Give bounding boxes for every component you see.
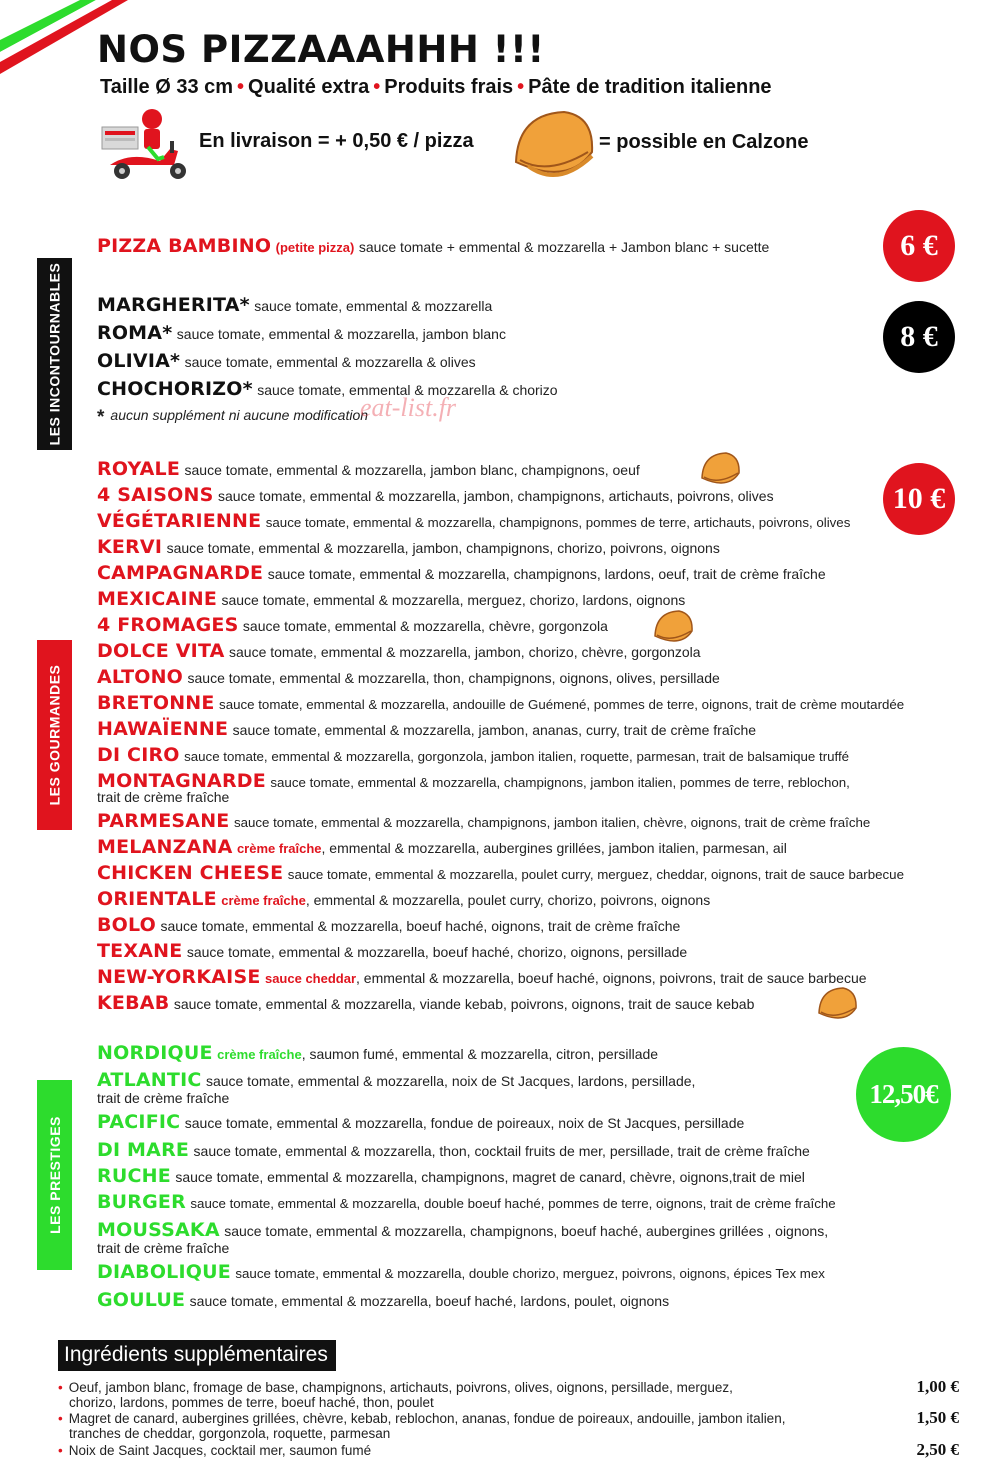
section-label-gourmandes: LES GOURMANDES	[37, 640, 72, 830]
pizza-item-bambino	[97, 235, 769, 257]
section-label-incontournables: LES INCONTOURNABLES	[37, 258, 72, 450]
pizza-item	[97, 836, 787, 858]
pizza-name: CHOCHORIZO*	[97, 378, 253, 400]
section-label-prestiges: LES PRESTIGES	[37, 1080, 72, 1270]
delivery-scooter-icon	[100, 103, 195, 183]
pizza-name: PARMESANE	[97, 810, 230, 832]
pizza-item	[97, 744, 849, 766]
pizza-desc-continued: trait de crème fraîche	[97, 1240, 230, 1256]
pizza-item	[97, 484, 774, 506]
pizza-name: OLIVIA*	[97, 350, 181, 372]
pizza-tag: crème fraîche	[221, 893, 306, 908]
price-badge-gourmandes: 10 €	[883, 463, 955, 535]
page-title: NOS PIZZAAAHHH !!!	[97, 28, 545, 71]
pizza-name: DIABOLIQUE	[97, 1261, 231, 1283]
pizza-item	[97, 810, 870, 832]
pizza-desc: sauce tomate, emmental & mozzarella, boeuf haché, oignons, trait de crème fraîche	[160, 918, 681, 934]
pizza-desc: sauce tomate, emmental & mozzarella, double chorizo, merguez, poivrons, oignons, épices Tex mex	[235, 1266, 825, 1281]
pizza-item	[97, 914, 680, 936]
pizza-item	[97, 692, 904, 714]
pizza-name: ROMA*	[97, 322, 173, 344]
pizza-item	[97, 1219, 828, 1241]
pizza-tag: crème fraîche	[217, 1047, 302, 1062]
pizza-desc: sauce tomate, emmental & mozzarella, noix de St Jacques, lardons, persillade,	[205, 1073, 696, 1089]
pizza-item	[97, 1111, 744, 1133]
extra-item: • Magret de canard, aubergines grillées, chèvre, kebab, reblochon, ananas, fondue de poireaux, andouille, jambon italien, tranches de cheddar, gorgonzola, roquette, parmesan	[58, 1411, 786, 1441]
pizza-name: MEXICAINE	[97, 588, 218, 610]
pizza-name: NEW-YORKAISE	[97, 966, 261, 988]
pizza-name: ROYALE	[97, 458, 181, 480]
pizza-name: MARGHERITA*	[97, 294, 250, 316]
pizza-item	[97, 1289, 669, 1311]
pizza-name: MONTAGNARDE	[97, 770, 266, 792]
pizza-desc: sauce tomate, emmental & mozzarella, boeuf haché, lardons, poulet, oignons	[189, 1293, 670, 1309]
pizza-name: DOLCE VITA	[97, 640, 225, 662]
pizza-item	[97, 350, 476, 372]
pizza-name: ORIENTALE	[97, 888, 217, 910]
modification-note: * aucun supplément ni aucune modification	[97, 407, 369, 428]
pizza-name: MELANZANA	[97, 836, 233, 858]
pizza-desc: sauce tomate, emmental & mozzarella, fondue de poireaux, noix de St Jacques, persillade	[184, 1115, 745, 1131]
extra-price: 1,00 €	[916, 1377, 959, 1396]
extra-price: 2,50 €	[916, 1440, 959, 1459]
pizza-desc: sauce tomate, emmental & mozzarella, champignons, lardons, oeuf, trait de crème fraîche	[267, 566, 826, 582]
pizza-item	[97, 666, 720, 688]
pizza-desc: sauce tomate, emmental & mozzarella, jambon, champignons, artichauts, poivrons, olives	[217, 488, 774, 504]
pizza-name: ATLANTIC	[97, 1069, 202, 1091]
pizza-desc: sauce tomate, emmental & mozzarella, andouille de Guémené, pommes de terre, oignons, trait de crème moutardée	[219, 697, 905, 712]
pizza-desc: sauce tomate, emmental & mozzarella, thon, champignons, oignons, olives, persillade	[187, 670, 720, 686]
pizza-item	[97, 588, 685, 610]
pizza-item	[97, 718, 756, 740]
pizza-item	[97, 1069, 695, 1091]
pizza-name: CAMPAGNARDE	[97, 562, 264, 584]
pizza-item	[97, 294, 492, 316]
pizza-tag: (petite pizza)	[275, 240, 355, 255]
pizza-name: CHICKEN CHEESE	[97, 862, 284, 884]
pizza-item	[97, 640, 701, 662]
pizza-name: ALTONO	[97, 666, 184, 688]
pizza-item	[97, 614, 608, 636]
pizza-item	[97, 1042, 658, 1064]
calzone-icon	[698, 450, 742, 490]
pizza-desc: sauce tomate, emmental & mozzarella, boeuf haché, chorizo, oignons, persillade	[186, 944, 688, 960]
pizza-name: 4 SAISONS	[97, 484, 214, 506]
pizza-item	[97, 1165, 805, 1187]
pizza-desc: sauce tomate, emmental & mozzarella, poulet curry, merguez, cheddar, oignons, trait de sauce barbecue	[287, 867, 904, 882]
extra-item: • Noix de Saint Jacques, cocktail mer, saumon fumé	[58, 1443, 372, 1458]
pizza-desc: sauce tomate, emmental & mozzarella, jambon, ananas, curry, trait de crème fraîche	[232, 722, 757, 738]
pizza-desc: sauce tomate, emmental & mozzarella, champignons, jambon italien, chèvre, oignons, trait de crème fraîche	[233, 815, 871, 830]
pizza-item	[97, 966, 867, 988]
pizza-desc: , saumon fumé, emmental & mozzarella, citron, persillade	[301, 1046, 659, 1062]
pizza-desc: sauce tomate, emmental & mozzarella, champignons, jambon italien, pommes de terre, reblochon,	[270, 775, 850, 790]
price-badge-bambino: 6 €	[883, 210, 955, 282]
pizza-desc: sauce tomate, emmental & mozzarella, chèvre, gorgonzola	[242, 618, 608, 634]
pizza-name: 4 FROMAGES	[97, 614, 239, 636]
pizza-desc: sauce tomate, emmental & mozzarella, jambon blanc	[176, 326, 506, 342]
pizza-item	[97, 1139, 810, 1161]
calzone-icon	[815, 985, 859, 1025]
pizza-item	[97, 510, 850, 532]
pizza-name: PIZZA BAMBINO	[97, 235, 272, 257]
pizza-desc: sauce tomate, emmental & mozzarella & olives	[184, 354, 476, 370]
extra-price: 1,50 €	[916, 1408, 959, 1427]
subtitle-dough: Pâte de tradition italienne	[528, 76, 772, 98]
pizza-name: GOULUE	[97, 1289, 186, 1311]
pizza-item	[97, 992, 754, 1014]
pizza-name: MOUSSAKA	[97, 1219, 220, 1241]
pizza-item	[97, 536, 720, 558]
pizza-desc: sauce tomate, emmental & mozzarella, thon, cocktail fruits de mer, persillade, trait de crème fraîche	[193, 1143, 810, 1159]
delivery-info: En livraison = + 0,50 € / pizza	[199, 130, 474, 152]
pizza-desc: , emmental & mozzarella, aubergines grillées, jambon italien, parmesan, ail	[321, 840, 787, 856]
pizza-desc: sauce tomate + emmental & mozzarella + Jambon blanc + sucette	[358, 239, 770, 255]
pizza-desc: sauce tomate, emmental & mozzarella, champignons, pommes de terre, artichauts, poivrons, olives	[265, 515, 851, 530]
calzone-icon	[508, 106, 598, 188]
pizza-item	[97, 458, 640, 480]
pizza-desc: sauce tomate, emmental & mozzarella, merguez, chorizo, lardons, oignons	[221, 592, 686, 608]
pizza-name: DI CIRO	[97, 744, 180, 766]
pizza-item	[97, 378, 558, 400]
watermark: eat-list.fr	[360, 393, 457, 422]
pizza-desc: , emmental & mozzarella, poulet curry, chorizo, poivrons, oignons	[305, 892, 711, 908]
pizza-tag: sauce cheddar	[264, 971, 357, 986]
pizza-tag: crème fraîche	[236, 841, 322, 856]
pizza-desc-continued: trait de crème fraîche	[97, 1090, 230, 1106]
pizza-desc: sauce tomate, emmental & mozzarella, champignons, magret de canard, chèvre, oignons,trait de miel	[175, 1169, 805, 1185]
calzone-icon	[651, 608, 695, 648]
pizza-name: KEBAB	[97, 992, 170, 1014]
price-badge-prestiges: 12,50€	[856, 1047, 951, 1142]
pizza-desc: sauce tomate, emmental & mozzarella, jambon, champignons, chorizo, poivrons, oignons	[166, 540, 720, 556]
pizza-desc: sauce tomate, emmental & mozzarella, jambon, chorizo, chèvre, gorgonzola	[229, 644, 701, 660]
extras-heading: Ingrédients supplémentaires	[58, 1340, 336, 1371]
pizza-name: HAWAÏENNE	[97, 718, 229, 740]
price-badge-incontournables: 8 €	[883, 301, 955, 373]
pizza-item	[97, 322, 506, 344]
pizza-name: VÉGÉTARIENNE	[97, 510, 262, 532]
subtitle-fresh: Produits frais	[384, 76, 514, 98]
pizza-desc: sauce tomate, emmental & mozzarella, champignons, boeuf haché, aubergines grillées , oignons,	[224, 1223, 829, 1239]
pizza-name: DI MARE	[97, 1139, 190, 1161]
pizza-desc: sauce tomate, emmental & mozzarella & chorizo	[257, 382, 558, 398]
pizza-desc: sauce tomate, emmental & mozzarella, gorgonzola, jambon italien, roquette, parmesan, trait de balsamique truffé	[184, 749, 850, 764]
pizza-name: PACIFIC	[97, 1111, 181, 1133]
pizza-item	[97, 862, 904, 884]
pizza-name: BURGER	[97, 1191, 186, 1213]
pizza-name: NORDIQUE	[97, 1042, 213, 1064]
pizza-desc: sauce tomate, emmental & mozzarella, double boeuf haché, pommes de terre, oignons, trait de crème fraîche	[190, 1196, 836, 1211]
pizza-name: TEXANE	[97, 940, 183, 962]
extra-item: • Oeuf, jambon blanc, fromage de base, champignons, artichauts, poivrons, olives, oignons, persillade, merguez, chorizo, lardons, pommes de terre, boeuf haché, thon, poulet	[58, 1380, 733, 1410]
pizza-desc: sauce tomate, emmental & mozzarella, jambon blanc, champignons, oeuf	[184, 462, 640, 478]
pizza-name: BRETONNE	[97, 692, 215, 714]
pizza-item	[97, 1191, 836, 1213]
pizza-desc: sauce tomate, emmental & mozzarella, viande kebab, poivrons, oignons, trait de sauce kebab	[173, 996, 755, 1012]
pizza-name: RUCHE	[97, 1165, 171, 1187]
pizza-name: BOLO	[97, 914, 157, 936]
subtitle-quality: Qualité extra	[248, 76, 370, 98]
pizza-desc: sauce tomate, emmental & mozzarella	[254, 298, 493, 314]
pizza-desc-continued: trait de crème fraîche	[97, 789, 230, 805]
pizza-item	[97, 562, 826, 584]
pizza-item	[97, 888, 710, 910]
pizza-item	[97, 1261, 825, 1283]
subtitle: Taille Ø 33 cm • Qualité extra • Produits frais • Pâte de tradition italienne	[100, 76, 772, 98]
calzone-info: = possible en Calzone	[599, 131, 809, 153]
pizza-name: KERVI	[97, 536, 163, 558]
pizza-item	[97, 940, 687, 962]
pizza-desc: , emmental & mozzarella, boeuf haché, oignons, poivrons, trait de sauce barbecue	[356, 970, 867, 986]
subtitle-size: Taille Ø 33 cm	[100, 76, 234, 98]
